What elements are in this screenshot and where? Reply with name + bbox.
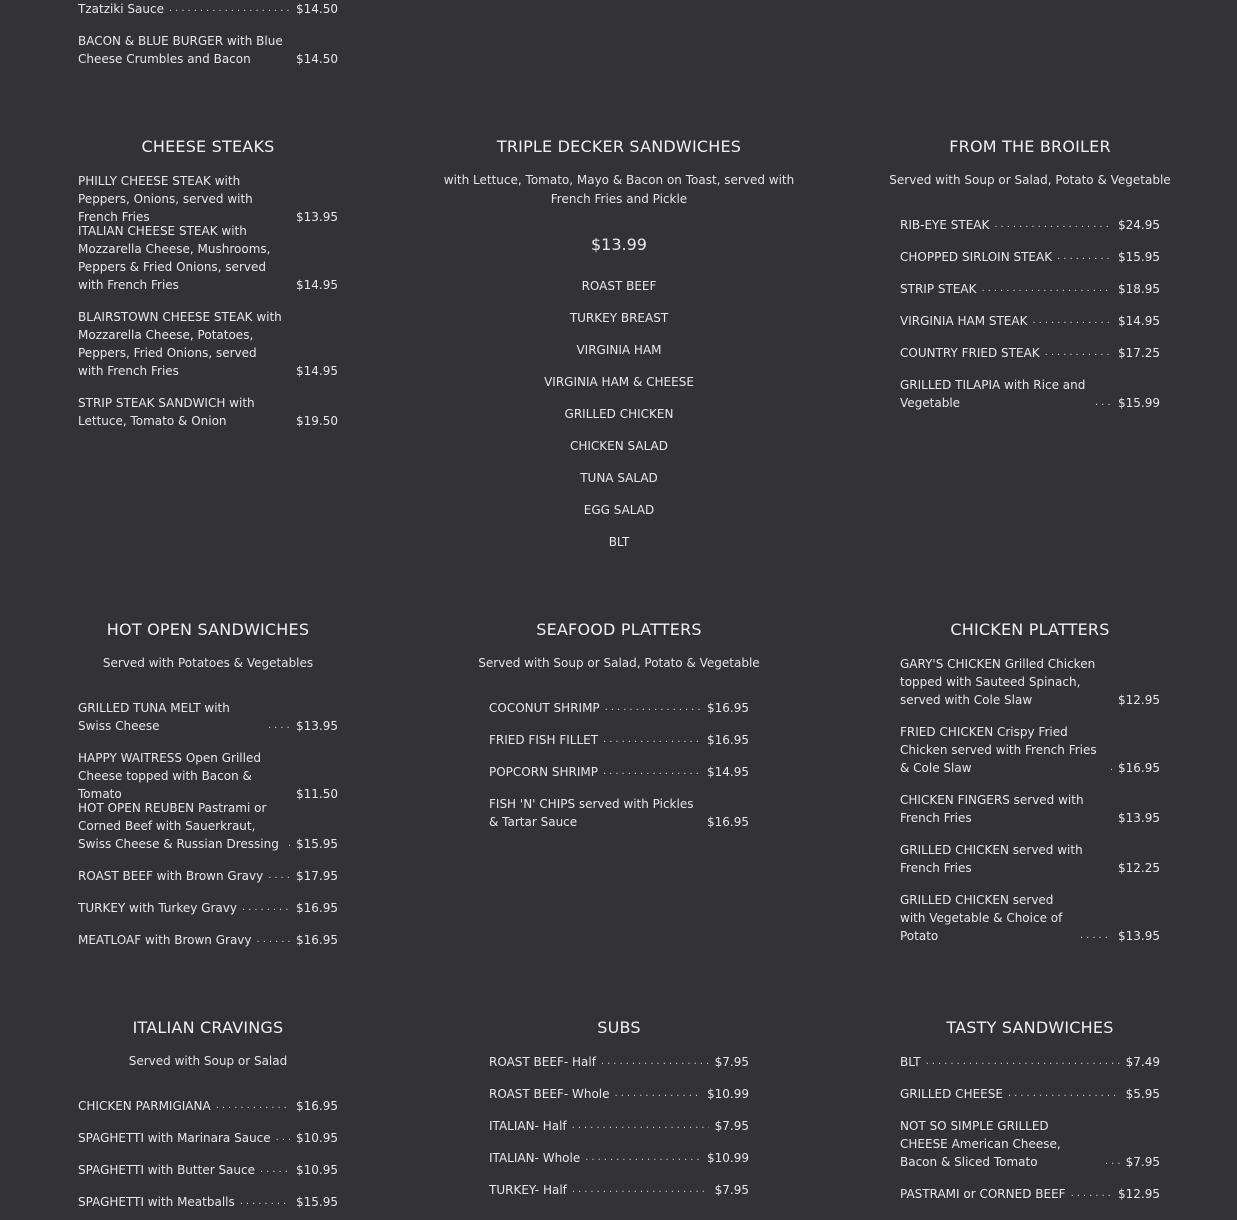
list-item: GRILLED CHICKEN bbox=[564, 407, 674, 421]
section-title: FROM THE BROILER bbox=[949, 137, 1111, 156]
menu-item: SPAGHETTI with Marinara Sauce ..... $10.95 bbox=[78, 1129, 338, 1147]
menu-item: PASTRAMI or CORNED BEEF ..... $12.95 bbox=[900, 1185, 1160, 1203]
menu-item: BLAIRSTOWN CHEESE STEAK with Mozzarella Cheese, Potatoes, Peppers, Fried Onions, served with French Fries $14.95 bbox=[78, 310, 338, 378]
menu-item: TURKEY with Turkey Gravy ..... $16.95 bbox=[78, 899, 338, 917]
menu-item: COUNTRY FRIED STEAK ..... $17.25 bbox=[900, 344, 1160, 362]
section-title: CHEESE STEAKS bbox=[141, 137, 275, 156]
menu-item: POPCORN SHRIMP ..... $14.95 bbox=[489, 763, 749, 781]
menu-item: STRIP STEAK SANDWICH with Lettuce, Tomato & Onion $19.50 bbox=[78, 396, 338, 428]
section-subtitle: with Lettuce, Tomato, Mayo & Bacon on Toast, served with French Fries and Pickle bbox=[443, 173, 795, 206]
section-title: ITALIAN CRAVINGS bbox=[132, 1018, 284, 1037]
section-title: SEAFOOD PLATTERS bbox=[536, 620, 702, 639]
menu-item: RIB-EYE STEAK ..... $24.95 bbox=[900, 216, 1160, 234]
menu-item: GRILLED CHEESE ..... $5.95 bbox=[900, 1085, 1160, 1103]
section-subtitle: Served with Potatoes & Vegetables bbox=[102, 656, 314, 670]
menu-item: SPAGHETTI with Butter Sauce ..... $10.95 bbox=[78, 1161, 338, 1179]
menu-item: HOT OPEN REUBEN Pastrami or Corned Beef with Sauerkraut, Swiss Cheese & Russian Dressing ..... $15.95 bbox=[78, 799, 338, 853]
menu-item: CHICKEN PARMIGIANA ..... $16.95 bbox=[78, 1097, 338, 1115]
menu-item: HAPPY WAITRESS Open Grilled Cheese topped with Bacon & Tomato $11.50 bbox=[78, 751, 338, 801]
list-item: VIRGINIA HAM & CHEESE bbox=[544, 375, 694, 389]
menu-item: COCONUT SHRIMP ..... $16.95 bbox=[489, 699, 749, 717]
menu-item: FISH 'N' CHIPS served with Pickles & Tartar Sauce $16.95 bbox=[489, 797, 749, 829]
menu-item: BACON & BLUE BURGER with Blue Cheese Crumbles and Bacon $14.50 bbox=[78, 34, 338, 66]
list-item: TUNA SALAD bbox=[580, 471, 658, 485]
menu-item: ROAST BEEF with Brown Gravy ..... $17.95 bbox=[78, 867, 338, 885]
menu-item: FRIED FISH FILLET ..... $16.95 bbox=[489, 731, 749, 749]
section-title: SUBS bbox=[597, 1018, 641, 1037]
menu-item: ITALIAN- Whole ..... $10.99 bbox=[489, 1149, 749, 1167]
menu-item: GRILLED CHICKEN served with Vegetable & Choice of Potato ..... $13.95 bbox=[900, 891, 1160, 945]
list-item: BLT bbox=[608, 535, 630, 549]
section-subtitle: Served with Soup or Salad, Potato & Vegetable bbox=[889, 173, 1171, 187]
section-title: HOT OPEN SANDWICHES bbox=[106, 620, 310, 639]
menu-item: ROAST BEEF- Half ..... $7.95 bbox=[489, 1053, 749, 1071]
section-title: TRIPLE DECKER SANDWICHES bbox=[496, 137, 742, 156]
list-item: EGG SALAD bbox=[583, 503, 655, 517]
menu-item: MEATLOAF with Brown Gravy ..... $16.95 bbox=[78, 931, 338, 949]
menu-item: CHOPPED SIRLOIN STEAK ..... $15.95 bbox=[900, 248, 1160, 266]
menu-item: PHILLY CHEESE STEAK with Peppers, Onions, served with French Fries $13.95 bbox=[78, 174, 338, 224]
section-subtitle: Served with Soup or Salad, Potato & Vegetable bbox=[478, 656, 760, 670]
section-subtitle: Served with Soup or Salad bbox=[128, 1054, 288, 1068]
menu-item: Tzatziki Sauce ..... $14.50 bbox=[78, 0, 338, 18]
menu-item: VIRGINIA HAM STEAK ..... $14.95 bbox=[900, 312, 1160, 330]
menu-item: BLT ..... $7.49 bbox=[900, 1053, 1160, 1071]
list-item: CHICKEN SALAD bbox=[569, 439, 669, 453]
menu-item: FRIED CHICKEN Crispy Fried Chicken served with French Fries & Cole Slaw ..... $16.95 bbox=[900, 723, 1160, 777]
menu-item: GARY'S CHICKEN Grilled Chicken topped with Sauteed Spinach, served with Cole Slaw $12.95 bbox=[900, 657, 1160, 707]
list-item: VIRGINIA HAM bbox=[576, 343, 662, 357]
section-title: CHICKEN PLATTERS bbox=[950, 620, 1110, 639]
section-title: TASTY SANDWICHES bbox=[946, 1018, 1114, 1037]
menu-item: ROAST BEEF- Whole ..... $10.99 bbox=[489, 1085, 749, 1103]
section-price: $13.99 bbox=[591, 235, 647, 254]
menu-item: NOT SO SIMPLE GRILLED CHEESE American Cheese, Bacon & Sliced Tomato ..... $7.95 bbox=[900, 1117, 1160, 1171]
menu-item: GRILLED TILAPIA with Rice and Vegetable ..... $15.99 bbox=[900, 376, 1160, 412]
list-item: ROAST BEEF bbox=[581, 279, 657, 293]
menu-item: STRIP STEAK ..... $18.95 bbox=[900, 280, 1160, 298]
list-item: TURKEY BREAST bbox=[569, 311, 669, 325]
menu-item: GRILLED TUNA MELT with Swiss Cheese ..... $13.95 bbox=[78, 699, 338, 735]
menu-item: TURKEY- Half ..... $7.95 bbox=[489, 1181, 749, 1199]
menu-item: GRILLED CHICKEN served with French Fries $12.25 bbox=[900, 843, 1160, 875]
menu-item: SPAGHETTI with Meatballs ..... $15.95 bbox=[78, 1193, 338, 1211]
menu-item: CHICKEN FINGERS served with French Fries $13.95 bbox=[900, 793, 1160, 825]
menu-item: ITALIAN CHEESE STEAK with Mozzarella Cheese, Mushrooms, Peppers & Fried Onions, served with French Fries $14.95 bbox=[78, 224, 338, 292]
menu-item: ITALIAN- Half ..... $7.95 bbox=[489, 1117, 749, 1135]
